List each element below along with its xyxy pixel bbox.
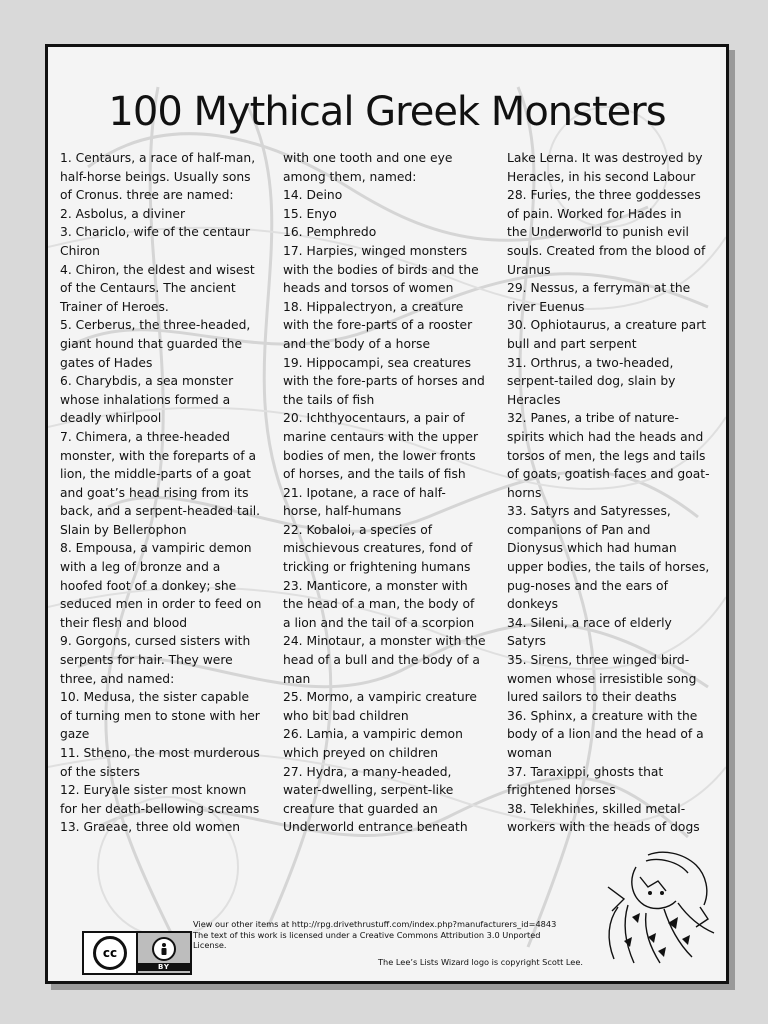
list-line: workers with the heads of dogs [507,820,700,835]
list-line: water-dwelling, serpent-like [283,783,454,798]
list-line: whose inhalations formed a [60,392,231,407]
list-line: 7. Chimera, a three-headed [60,429,230,444]
list-line: the tails of fish [283,392,375,407]
list-line: of Cronus. three are named: [60,188,234,203]
list-line: 21. Ipotane, a race of half- [283,485,446,500]
list-line: back, and a serpent-headed tail. [60,504,261,519]
list-line: and the body of a horse [283,336,431,351]
list-line: 36. Sphinx, a creature with the [507,708,698,723]
list-line: creature that guarded an [283,801,438,816]
list-line: tricking or frightening humans [283,560,471,575]
list-line: 28. Furies, the three goddesses [507,188,701,203]
text-column-3 [507,149,719,837]
list-line: Chiron [60,243,100,258]
logo-copyright: The Lee’s Lists Wizard logo is copyright Scott Lee. [378,957,583,967]
list-line: 13. Graeae, three old women [60,820,241,835]
list-line: Heracles [507,392,561,407]
list-line: which preyed on children [283,746,439,760]
list-line: Underworld entrance beneath [283,820,468,835]
list-line: pug-noses and the ears of [507,578,668,593]
list-line: Trainer of Heroes. [60,299,169,314]
list-line: 25. Mormo, a vampiric creature [283,690,477,705]
list-line: of turning men to stone with her [60,708,260,723]
list-line: bull and part serpent [507,336,637,351]
list-line: of the Centaurs. The ancient [60,281,236,296]
list-line: 17. Harpies, winged monsters [283,243,468,258]
list-line: souls. Created from the blood of [507,243,706,258]
license-line: License. [193,940,227,950]
list-line: 34. Sileni, a race of elderly [507,615,672,630]
creative-commons-icon: cc [93,936,127,970]
list-line: 15. Enyo [283,206,337,221]
list-line: who bit bad children [283,708,409,723]
list-line: 8. Empousa, a vampiric demon [60,541,252,556]
list-line: serpent-tailed dog, slain by [507,374,676,389]
monster-list [60,149,720,849]
list-line: deadly whirlpool [60,411,162,426]
list-line: 37. Taraxippi, ghosts that [507,764,664,779]
list-line: 10. Medusa, the sister capable [60,690,250,705]
list-line: 9. Gorgons, cursed sisters with [60,634,251,649]
list-line: 27. Hydra, a many-headed, [283,764,452,779]
text-column-1 [60,149,272,837]
list-line: 32. Panes, a tribe of nature- [507,411,679,426]
list-line: serpents for hair. They were [60,653,233,668]
list-line: upper bodies, the tails of horses, [507,560,710,575]
list-line: 33. Satyrs and Satyresses, [507,504,671,519]
list-line: 22. Kobaloi, a species of [283,522,433,537]
list-line: Dionysus which had human [507,541,677,556]
list-line: their flesh and blood [60,615,188,630]
list-line: half-horse beings. Usually sons [60,169,251,184]
list-line: 11. Stheno, the most murderous [60,746,260,760]
list-line: 12. Euryale sister most known [60,783,247,798]
cc-badge-right [136,933,190,973]
list-line: monster, with the foreparts of a [60,448,257,463]
list-line: 19. Hippocampi, sea creatures [283,355,472,370]
list-line: head of a bull and the body of a [283,653,480,668]
list-line: donkeys [507,597,559,612]
list-line: and goat’s head rising from its [60,485,249,500]
license-text [193,919,588,951]
list-line: 6. Charybdis, a sea monster [60,374,234,389]
list-line: 35. Sirens, three winged bird- [507,653,690,668]
list-line: 3. Chariclo, wife of the centaur [60,225,251,240]
list-line: 38. Telekhines, skilled metal- [507,801,686,816]
list-line: a lion and the tail of a scorpion [283,615,475,630]
document-page [45,44,729,984]
list-line: horse, half-humans [283,504,402,519]
list-line: man [283,671,311,686]
by-label: BY [138,963,190,971]
list-line: bodies of men, the lower fronts [283,448,476,463]
license-line: The text of this work is licensed under a Creative Commons Attribution 3.0 Unported [193,929,541,940]
list-line: marine centaurs with the upper [283,429,479,444]
list-line: for her death-bellowing screams [60,801,260,816]
list-line: with the fore-parts of a rooster [283,318,473,333]
list-line: among them, named: [283,169,417,184]
list-line: hoofed foot of a donkey; she [60,578,237,593]
store-link-text[interactable]: View our other items at http://rpg.drivethrustuff.com/index.php?manufacturers_id=4843 [193,919,557,929]
list-line: gates of Hades [60,355,153,370]
list-line: 5. Cerberus, the three-headed, [60,318,251,333]
list-line: Satyrs [507,634,546,649]
list-line: 24. Minotaur, a monster with the [283,634,486,649]
list-line: horns [507,485,542,500]
list-line: with a leg of bronze and a [60,560,221,575]
list-line: Uranus [507,262,551,277]
text-column-2 [283,149,495,837]
list-line: 30. Ophiotaurus, a creature part [507,318,707,333]
list-line: 2. Asbolus, a diviner [60,206,185,221]
list-line: river Euenus [507,299,585,314]
list-line: of the sisters [60,764,140,779]
list-line: the head of a man, the body of [283,597,475,612]
list-line: 14. Deino [283,188,343,203]
list-line: with the bodies of birds and the [283,262,479,277]
attribution-person-icon [152,937,176,961]
list-line: 1. Centaurs, a race of half-man, [60,151,256,165]
list-line: Heracles, in his second Labour [507,169,696,184]
creative-commons-badge[interactable] [82,931,192,975]
list-line: Lake Lerna. It was destroyed by [507,151,703,165]
list-line: of goats, goatish faces and goat- [507,467,710,482]
list-line: gaze [60,727,90,742]
list-line: 4. Chiron, the eldest and wisest [60,262,255,277]
list-line: 31. Orthrus, a two-headed, [507,355,674,370]
list-line: torsos of men, the legs and tails [507,448,706,463]
list-line: with the fore-parts of horses and [283,374,485,389]
list-line: the Underworld to punish evil [507,225,689,240]
list-line: mischievous creatures, fond of [283,541,473,556]
list-line: women whose irresistible song [507,671,697,686]
list-line: 29. Nessus, a ferryman at the [507,281,691,296]
list-line: 16. Pemphredo [283,225,377,240]
list-line: body of a lion and the head of a [507,727,704,742]
list-line: heads and torsos of women [283,281,454,296]
list-line: Slain by Bellerophon [60,522,187,537]
list-line: 20. Ichthyocentaurs, a pair of [283,411,465,426]
list-line: lion, the middle-parts of a goat [60,467,251,482]
page-title: 100 Mythical Greek Monsters [108,89,666,135]
list-line: of pain. Worked for Hades in [507,206,682,221]
list-line: frightened horses [507,783,616,798]
list-line: with one tooth and one eye [283,151,453,165]
list-line: 23. Manticore, a monster with [283,578,468,593]
list-line: 18. Hippalectryon, a creature [283,299,464,314]
list-line: 26. Lamia, a vampiric demon [283,727,463,742]
list-line: of horses, and the tails of fish [283,467,466,482]
list-line: giant hound that guarded the [60,336,243,351]
list-line: spirits which had the heads and [507,429,704,444]
list-line: seduced men in order to feed on [60,597,262,612]
wizard-logo-icon [588,847,718,967]
list-line: three, and named: [60,671,175,686]
list-line: lured sailors to their deaths [507,690,677,705]
list-line: companions of Pan and [507,522,651,537]
cc-badge-left [84,933,136,973]
list-line: woman [507,746,552,760]
